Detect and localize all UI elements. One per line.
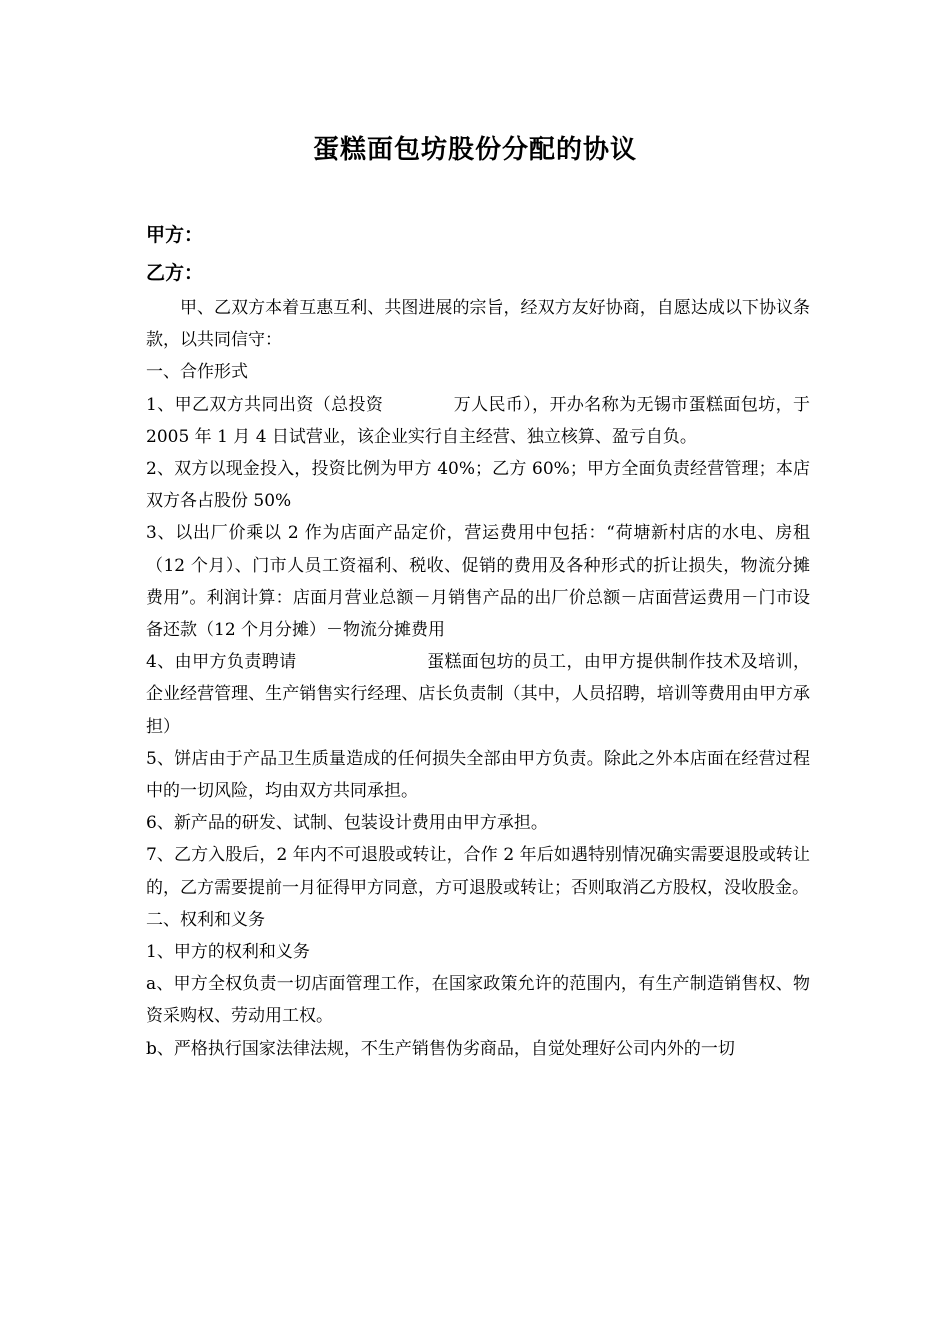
clause-1-4-text-after: 蛋糕面包坊的员工，由甲方提供制作技术及培训，企业经营管理、生产销售实行经理、店长负责制（其中，人员招聘，培训等费用由甲方承担） (146, 652, 810, 737)
subsection-heading-party-a-rights: 1、甲方的权利和义务 (146, 942, 310, 963)
clause-1-5: 5、饼店由于产品卫生质量造成的任何损失全部由甲方负责。除此之外本店面在经营过程中的一切风险，均由双方共同承担。 (146, 748, 810, 802)
clause-1-1-text-after: 万人民币），开办名称为无锡市蛋糕面包坊，于 2005 年 1 月 4 日试营业，该企业实行自主经营、独立核算、盈亏自负。 (146, 394, 810, 447)
clause-1-7: 7、乙方入股后，2 年内不可退股或转让，合作 2 年后如遇特别情况确实需要退股或转让的，乙方需要提前一月征得甲方同意，方可退股或转让；否则取消乙方股权，没收股金。 (146, 845, 810, 898)
clause-1-6: 6、新产品的研发、试制、包装设计费用由甲方承担。 (146, 813, 548, 834)
clause-1-2: 2、双方以现金投入，投资比例为甲方 40%；乙方 60%；甲方全面负责经营管理；本店双方各占股份 50% (146, 459, 810, 512)
party-a-label: 甲方： (146, 224, 204, 246)
party-b-label: 乙方： (146, 262, 204, 284)
clause-1-4 (146, 646, 810, 743)
section-heading-rights: 二、权利和义务 (146, 909, 265, 930)
clause-1-3: 3、以出厂价乘以 2 作为店面产品定价，营运费用中包括：“荷塘新村店的水电、房租（12 个月）、门市人员工资福利、税收、促销的费用及各种形式的折让损失，物流分摊费用”。利润计算：店面月营业总额－月销售产品的出厂价总额－店面营运费用－门市设备还款（12 个月分摊）－物流分摊费用 (146, 523, 810, 641)
section-heading-cooperation: 一、合作形式 (146, 362, 248, 383)
clause-1-1-text-before: 1、甲乙双方共同出资（总投资 (146, 394, 384, 415)
item-a: a、甲方全权负责一切店面管理工作，在国家政策允许的范围内，有生产制造销售权、物资采购权、劳动用工权。 (146, 974, 810, 1027)
item-b: b、严格执行国家法律法规，不生产销售伪劣商品，自觉处理好公司内外的一切 (146, 1038, 735, 1059)
intro-paragraph: 甲、乙双方本着互惠互利、共图进展的宗旨，经双方友好协商，自愿达成以下协议条款，以共同信守： (146, 298, 810, 351)
agreement-body (146, 292, 810, 1065)
document-title: 蛋糕面包坊股份分配的协议 (312, 135, 637, 165)
clause-1-1 (146, 389, 810, 453)
clause-1-4-text-before: 4、由甲方负责聘请 (146, 652, 297, 673)
